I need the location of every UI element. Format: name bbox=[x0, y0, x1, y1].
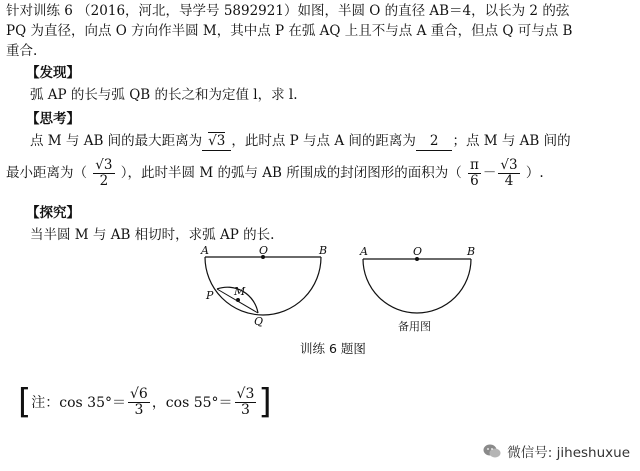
answer-2: 2 bbox=[429, 133, 439, 149]
think-text-c: ；点 M 与 AB 间的 bbox=[452, 133, 571, 149]
label-q: Q bbox=[254, 315, 264, 328]
fraction-numerator: √3 bbox=[500, 157, 518, 173]
semicircle-o bbox=[205, 257, 321, 315]
fraction-numerator: √3 bbox=[236, 385, 255, 402]
watermark-text: 微信号: jiheshuxue bbox=[507, 445, 630, 461]
label-b-spare: B bbox=[467, 245, 476, 258]
problem-line-1: 针对训练 6 （2016，河北，导学号 5892921）如图，半圆 O 的直径 AB＝4，以长为 2 的弦 bbox=[6, 3, 570, 19]
fraction-denominator: 4 bbox=[504, 173, 514, 189]
think-line-2 bbox=[6, 158, 544, 189]
explore-text: 当半圆 M 与 AB 相切时，求弧 AP 的长. bbox=[30, 227, 275, 243]
label-b: B bbox=[319, 244, 328, 257]
fraction-cos35 bbox=[128, 387, 150, 418]
wechat-icon bbox=[483, 443, 501, 459]
think-heading: 【思考】 bbox=[26, 111, 80, 127]
note-prefix: 注：cos 35°＝ bbox=[31, 395, 126, 411]
discover-heading: 【发现】 bbox=[26, 65, 80, 81]
note-box bbox=[18, 382, 272, 422]
minus-sign: － bbox=[482, 165, 497, 181]
note-mid: ，cos 55°＝ bbox=[151, 395, 233, 411]
fraction-sqrt3-4 bbox=[498, 158, 519, 189]
watermark bbox=[483, 441, 630, 461]
left-bracket: [ bbox=[18, 382, 32, 422]
label-p: P bbox=[206, 289, 214, 302]
think-text-e: ），此时半圆 M 的弧与 AB 所围成的封闭图形的面积为（ bbox=[120, 165, 462, 181]
right-bracket: ] bbox=[258, 382, 272, 422]
figure-main bbox=[195, 244, 330, 334]
answer-blank-1 bbox=[202, 132, 231, 151]
label-a: A bbox=[201, 244, 209, 257]
discover-text: 弧 AP 的长与弧 QB 的长之和为定值 l，求 l. bbox=[30, 87, 298, 103]
think-text-b: ，此时点 P 与点 A 间的距离为 bbox=[231, 133, 416, 149]
fraction-denominator: 2 bbox=[99, 173, 109, 189]
think-text-a: 点 M 与 AB 间的最大距离为 bbox=[30, 133, 203, 149]
fraction-numerator: √6 bbox=[129, 385, 148, 402]
label-a-spare: A bbox=[360, 245, 368, 258]
label-o-spare: O bbox=[413, 245, 423, 258]
label-m: M bbox=[234, 285, 246, 298]
semicircle-spare bbox=[363, 259, 471, 313]
answer-1: √3 bbox=[208, 133, 226, 149]
fraction-numerator: π bbox=[470, 157, 479, 173]
think-text-f: ）. bbox=[525, 165, 544, 181]
answer-blank-2 bbox=[416, 132, 453, 151]
think-line-1 bbox=[30, 132, 571, 151]
figure-caption: 训练 6 题图 bbox=[300, 341, 366, 356]
fraction-cos55 bbox=[235, 387, 257, 418]
fraction-min-distance bbox=[93, 158, 114, 189]
figure-spare bbox=[355, 244, 480, 319]
fraction-pi-6 bbox=[468, 158, 481, 189]
problem-line-2: PQ 为直径，向点 O 方向作半圆 M，其中点 P 在弧 AQ 上且不与点 A 重合，但点 Q 可与点 B bbox=[6, 23, 573, 39]
label-o: O bbox=[259, 244, 269, 257]
fraction-numerator: √3 bbox=[95, 157, 113, 173]
explore-heading: 【探究】 bbox=[26, 205, 80, 221]
fraction-denominator: 6 bbox=[470, 173, 479, 189]
fraction-denominator: 3 bbox=[134, 401, 144, 418]
fraction-denominator: 3 bbox=[240, 401, 250, 418]
spare-caption: 备用图 bbox=[398, 320, 431, 333]
think-text-d: 最小距离为（ bbox=[6, 165, 87, 181]
point-m bbox=[236, 298, 240, 302]
problem-line-3: 重合. bbox=[6, 43, 38, 59]
